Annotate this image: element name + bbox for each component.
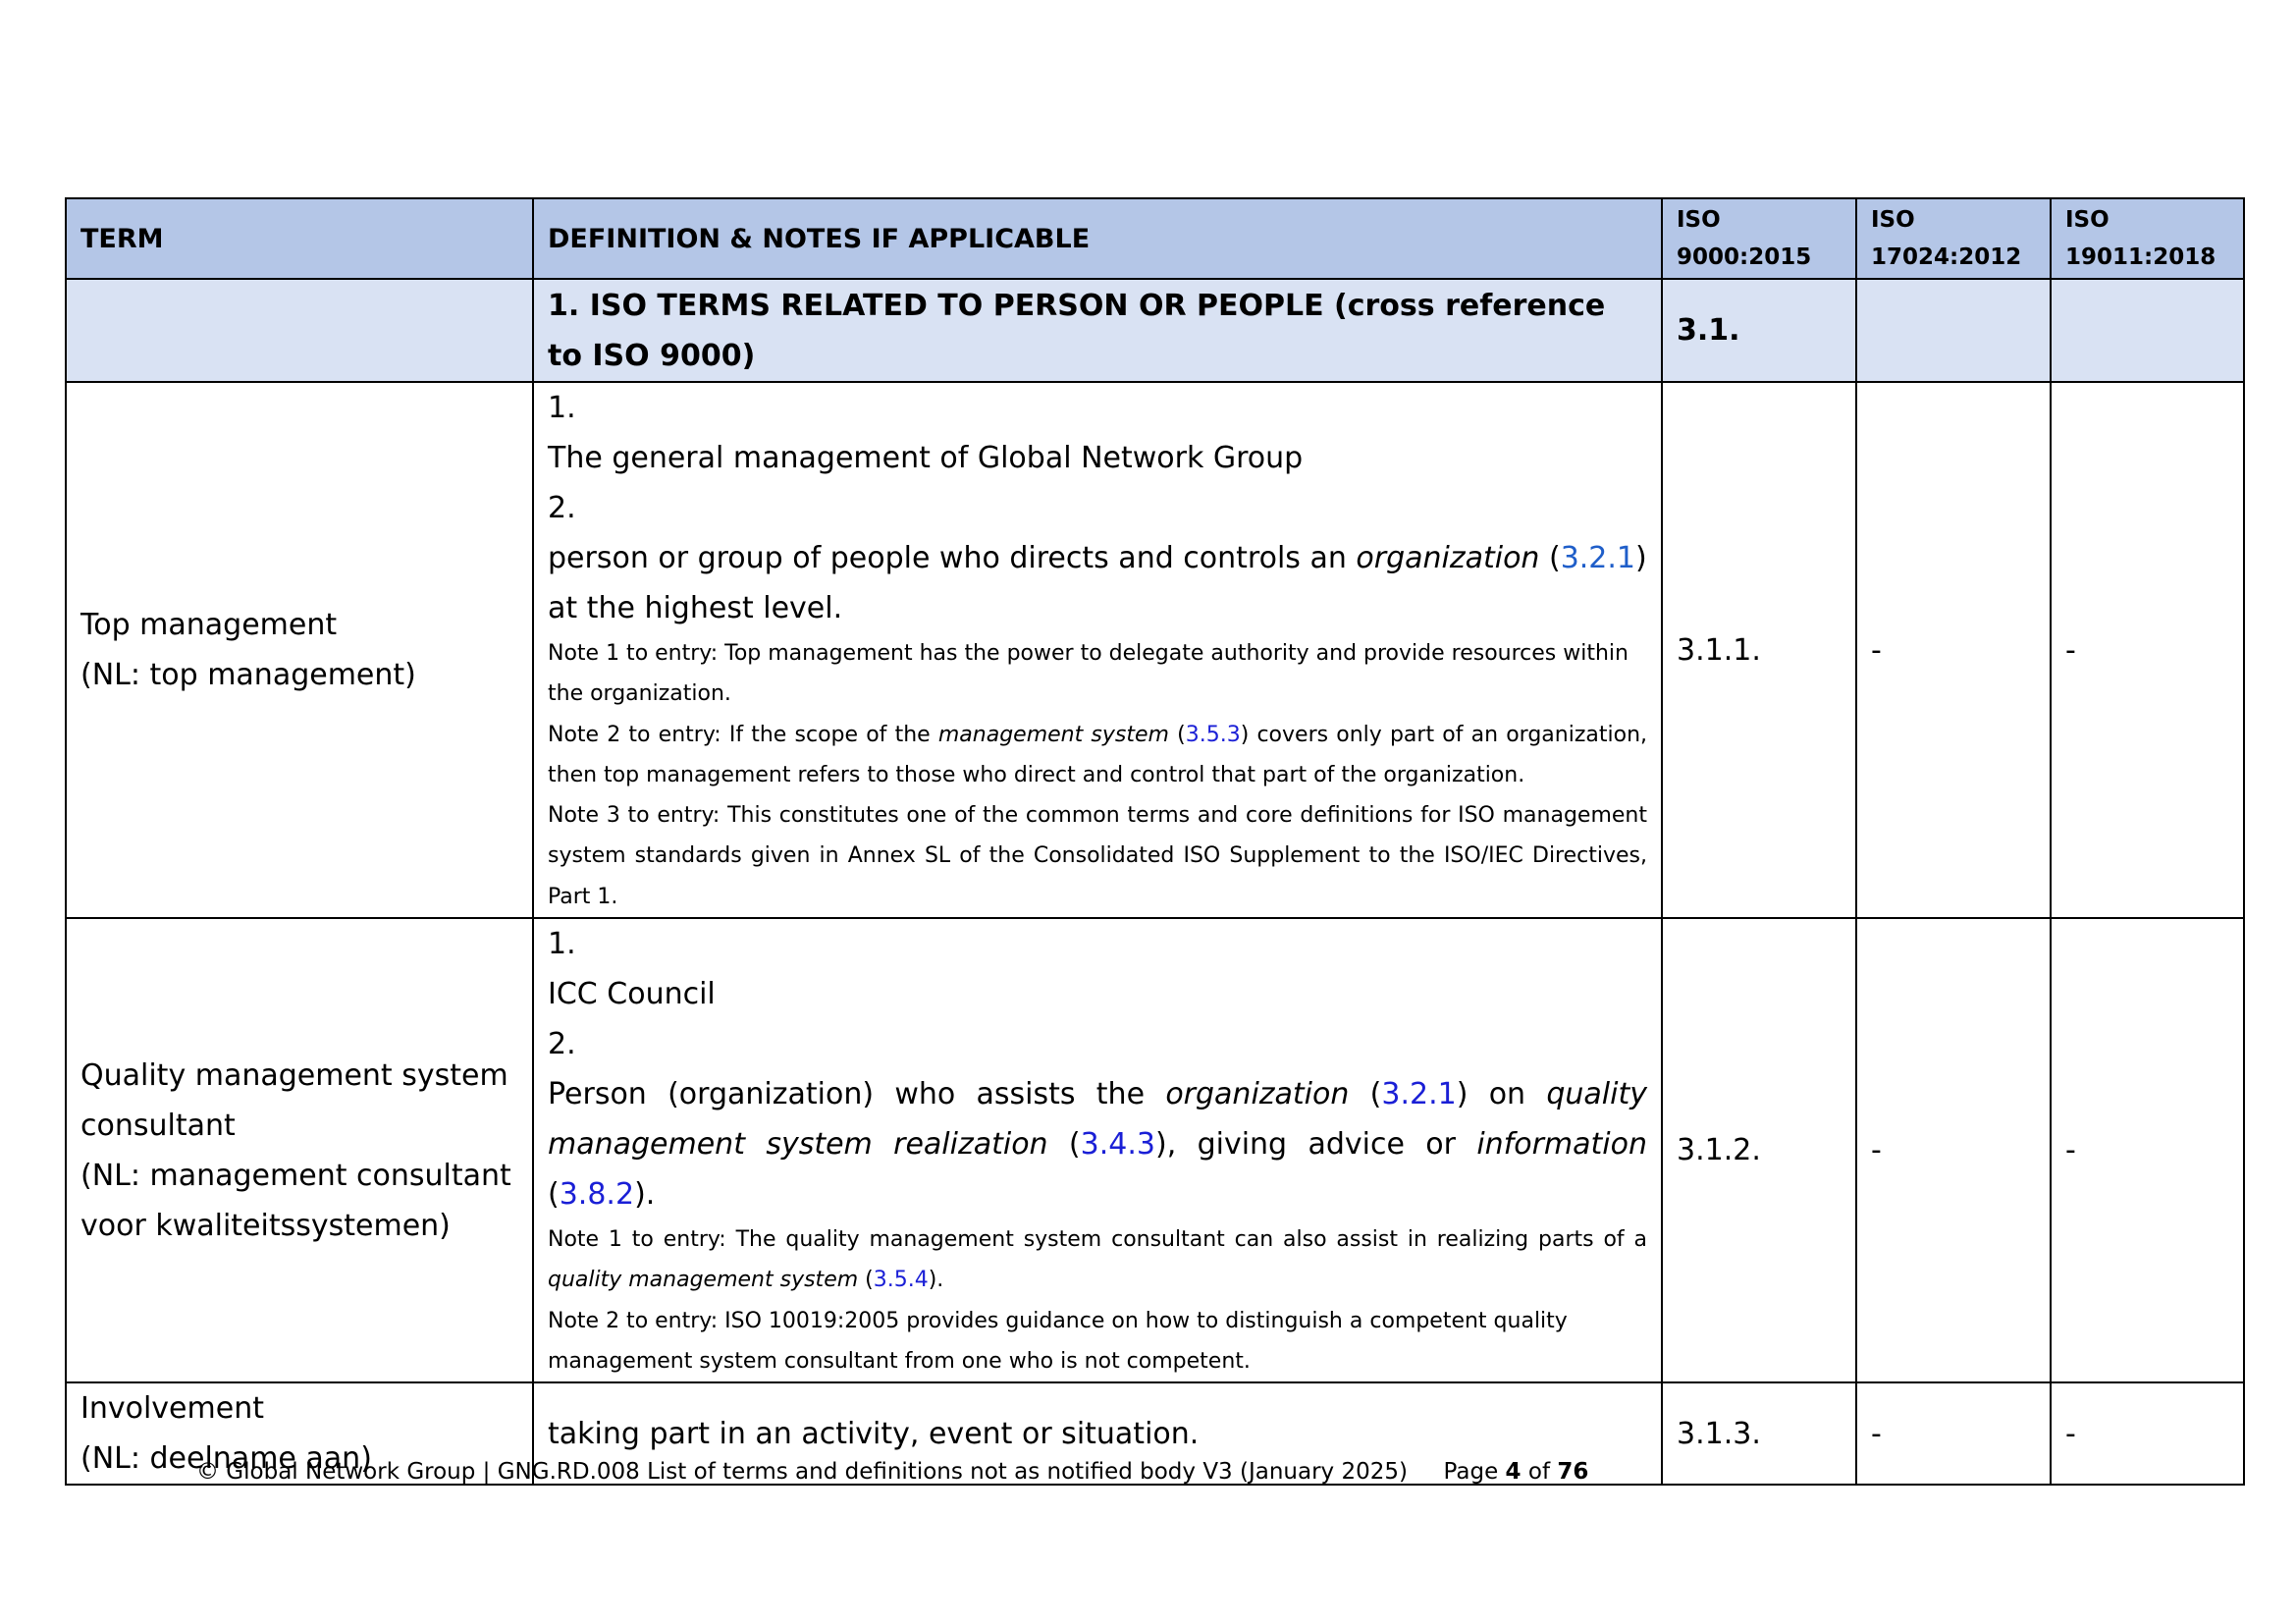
term-nl: (NL: management consultant voor kwaliteitssystemen) bbox=[80, 1158, 511, 1243]
definition-number: 1. bbox=[548, 927, 576, 962]
reference-link[interactable]: 3.2.1 bbox=[1381, 1077, 1457, 1112]
page-label: Page bbox=[1443, 1459, 1499, 1485]
terms-table bbox=[65, 197, 2245, 1486]
definition-cell bbox=[533, 918, 1662, 1382]
definition-number: 1. bbox=[548, 391, 576, 425]
iso-19011-value: - bbox=[2051, 918, 2244, 1382]
section-iso-9000: 3.1. bbox=[1662, 279, 1856, 382]
iso-19011-value: - bbox=[2051, 382, 2244, 918]
table-header-row bbox=[66, 198, 2244, 279]
iso-9000-value: 3.1.1. bbox=[1662, 382, 1856, 918]
term-nl: (NL: deelname aan) bbox=[80, 1441, 372, 1477]
definition-text: ICC Council bbox=[548, 977, 716, 1012]
header-definition: DEFINITION & NOTES IF APPLICABLE bbox=[533, 198, 1662, 279]
table-row bbox=[66, 918, 2244, 1382]
term-nl: (NL: top management) bbox=[80, 658, 416, 693]
reference-link[interactable]: 3.4.3 bbox=[1080, 1127, 1155, 1163]
section-term-cell bbox=[66, 279, 533, 382]
footer-text: © Global Network Group | GNG.RD.008 List of terms and definitions not as notified body V3 (January 2025) bbox=[196, 1459, 1408, 1485]
definition-cell bbox=[533, 382, 1662, 918]
reference-link[interactable]: 3.8.2 bbox=[559, 1177, 635, 1213]
section-row bbox=[66, 279, 2244, 382]
header-iso-19011: ISO 19011:2018 bbox=[2051, 198, 2244, 279]
section-title: 1. ISO TERMS RELATED TO PERSON OR PEOPLE (cross reference to ISO 9000) bbox=[533, 279, 1662, 382]
iso-17024-value: - bbox=[1856, 382, 2051, 918]
iso-9000-value: 3.1.2. bbox=[1662, 918, 1856, 1382]
term-name: Top management bbox=[80, 608, 338, 643]
header-iso-9000: ISO 9000:2015 bbox=[1662, 198, 1856, 279]
page-total: 76 bbox=[1557, 1459, 1589, 1485]
iso-9000-value: 3.1.3. bbox=[1662, 1382, 1856, 1485]
definition-cell: taking part in an activity, event or situation. bbox=[533, 1382, 1662, 1485]
definition-number: 2. bbox=[548, 1027, 576, 1062]
table-row bbox=[66, 382, 2244, 918]
definition-number: 2. bbox=[548, 491, 576, 525]
definition-text: person or group of people who directs and controls an organization (3.2.1) at the highest level. bbox=[548, 541, 1647, 625]
header-term: TERM bbox=[66, 198, 533, 279]
definition-text: The general management of Global Network Group bbox=[548, 441, 1304, 475]
page-of: of bbox=[1527, 1459, 1551, 1485]
note: Note 3 to entry: This constitutes one of the common terms and core definitions for ISO management system standards given in Annex SL of the Consolidated ISO Supplement to the ISO/IEC Directives, Part 1. bbox=[548, 803, 1647, 909]
definition-text: Person (organization) who assists the organization (3.2.1) on quality management system realization (3.4.3), giving advice or information (3.8.2). bbox=[548, 1077, 1647, 1213]
note: Note 2 to entry: If the scope of the management system (3.5.3) covers only part of an organization, then top management refers to those who direct and control that part of the organization. bbox=[548, 722, 1648, 787]
reference-link[interactable]: 3.5.3 bbox=[1185, 722, 1241, 747]
page-footer bbox=[196, 1459, 1588, 1485]
section-iso-17024 bbox=[1856, 279, 2051, 382]
note: Note 1 to entry: The quality management system consultant can also assist in realizing parts of a quality management system (3.5.4). bbox=[548, 1227, 1647, 1293]
term-name: Involvement bbox=[80, 1391, 264, 1427]
note: Note 1 to entry: Top management has the power to delegate authority and provide resources within the organization. bbox=[548, 641, 1629, 707]
note: Note 2 to entry: ISO 10019:2005 provides guidance on how to distinguish a competent quality management system consultant from one who is not competent. bbox=[548, 1308, 1568, 1374]
iso-17024-value: - bbox=[1856, 918, 2051, 1382]
term-cell bbox=[66, 918, 533, 1382]
reference-link[interactable]: 3.2.1 bbox=[1560, 541, 1636, 575]
header-iso-17024: ISO 17024:2012 bbox=[1856, 198, 2051, 279]
term-cell bbox=[66, 382, 533, 918]
page-number: 4 bbox=[1505, 1459, 1522, 1485]
iso-17024-value: - bbox=[1856, 1382, 2051, 1485]
iso-19011-value: - bbox=[2051, 1382, 2244, 1485]
reference-link[interactable]: 3.5.4 bbox=[873, 1268, 929, 1293]
term-name: Quality management system consultant bbox=[80, 1057, 508, 1143]
section-iso-19011 bbox=[2051, 279, 2244, 382]
